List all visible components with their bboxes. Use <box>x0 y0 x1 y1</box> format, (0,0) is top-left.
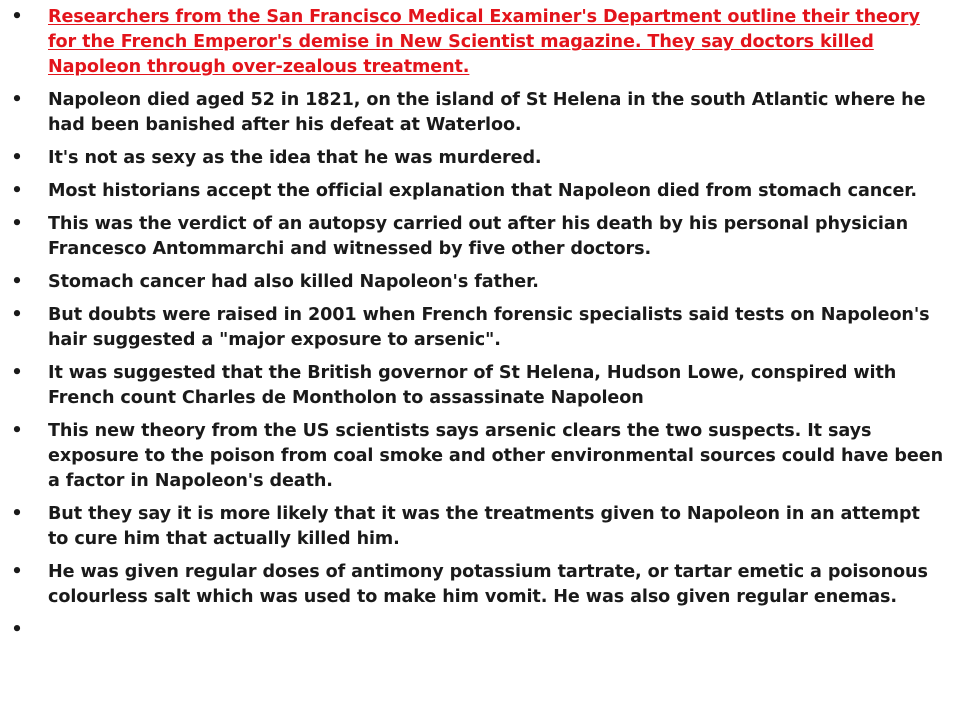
bullet-item <box>8 502 944 552</box>
bullet-icon: • <box>11 363 23 383</box>
bullet-item <box>8 419 944 494</box>
bullet-icon: • <box>11 562 23 582</box>
bullet-text: He was given regular doses of antimony potassium tartrate, or tartar emetic a poisonous colourless salt which was used to make him vomit. He was also given regular enemas. <box>48 562 928 607</box>
bullet-icon: • <box>11 272 23 292</box>
bullet-icon: • <box>11 214 23 234</box>
bullet-icon: • <box>11 421 23 441</box>
bullet-item <box>8 146 944 171</box>
bullet-text: But they say it is more likely that it was the treatments given to Napoleon in an attempt to cure him that actually killed him. <box>48 504 920 549</box>
bullet-text: This was the verdict of an autopsy carried out after his death by his personal physician Francesco Antommarchi and witnessed by five other doctors. <box>48 214 909 259</box>
bullet-list <box>8 5 944 643</box>
bullet-text: Most historians accept the official explanation that Napoleon died from stomach cancer. <box>48 181 917 201</box>
bullet-text: It was suggested that the British governor of St Helena, Hudson Lowe, conspired with French count Charles de Montholon to assassinate Napoleon <box>48 363 897 408</box>
bullet-item-empty <box>8 618 944 643</box>
bullet-text-link[interactable]: Researchers from the San Francisco Medical Examiner's Department outline their theory for the French Emperor's demise in New Scientist magazine. They say doctors killed Napoleon through over-zealous treatment. <box>48 7 920 77</box>
bullet-text: Napoleon died aged 52 in 1821, on the island of St Helena in the south Atlantic where he had been banished after his defeat at Waterloo. <box>48 90 926 135</box>
bullet-item <box>8 179 944 204</box>
bullet-icon: • <box>11 148 23 168</box>
bullet-icon: • <box>11 620 23 640</box>
bullet-text: This new theory from the US scientists says arsenic clears the two suspects. It says exposure to the poison from coal smoke and other environmental sources could have been a factor in Napoleon's death. <box>48 421 943 491</box>
bullet-item <box>8 270 944 295</box>
bullet-text: Stomach cancer had also killed Napoleon's father. <box>48 272 539 292</box>
bullet-text: It's not as sexy as the idea that he was murdered. <box>48 148 542 168</box>
bullet-icon: • <box>11 181 23 201</box>
bullet-icon: • <box>11 90 23 110</box>
bullet-item <box>8 303 944 353</box>
bullet-item <box>8 212 944 262</box>
bullet-item-highlighted[interactable] <box>8 5 944 80</box>
bullet-item <box>8 88 944 138</box>
bullet-icon: • <box>11 7 23 27</box>
bullet-text: But doubts were raised in 2001 when French forensic specialists said tests on Napoleon's hair suggested a "major exposure to arsenic". <box>48 305 930 350</box>
bullet-icon: • <box>11 504 23 524</box>
bullet-item <box>8 560 944 610</box>
bullet-icon: • <box>11 305 23 325</box>
bullet-item <box>8 361 944 411</box>
